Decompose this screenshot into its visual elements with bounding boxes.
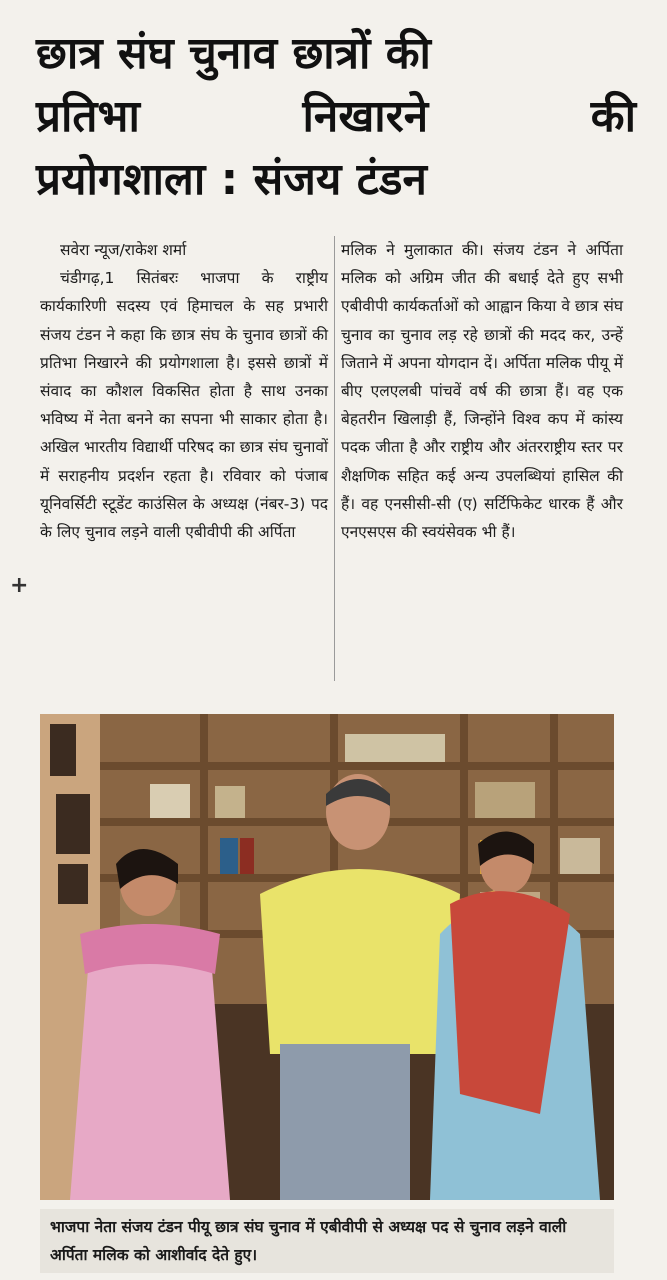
article-column-right [341,236,623,546]
wall-frame-2 [56,794,90,854]
margin-plus-mark: + [10,573,29,598]
photo-illustration [40,714,614,1200]
wall-frame-3 [58,864,88,904]
article-body-left: चंडीगढ़,1 सितंबरः भाजपा के राष्ट्रीय कार्यकारिणी सदस्य एवं हिमाचल के सह प्रभारी संजय टंडन ने कहा कि छात्र संघ के चुनाव छात्रों की प्रतिभा निखारने की प्रयोगशाला है। इससे छात्रों में संवाद का कौशल विकसित होता है साथ उनका भविष्य में नेता बनने का सपना भी साकार होता है। अखिल भारतीय विद्यार्थी परिषद का छात्र संघ चुनावों में सराहनीय प्रदर्शन रहता है। रविवार को पंजाब यूनिवर्सिटी स्टूडेंट काउंसिल के अध्यक्ष (नंबर-3) पद के लिए चुनाव लड़ने वाली एबीवीपी की अर्पिता [40,269,328,542]
wall-frame-1 [50,724,76,776]
headline-line-2-word-3: की [590,91,636,142]
headline-line-2-word-1: प्रतिभा [36,91,140,142]
article-column-left [40,236,328,546]
article-body-right: मलिक ने मुलाकात की। संजय टंडन ने अर्पिता मलिक को अग्रिम जीत की बधाई देते हुए सभी एबीवीपी कार्यकर्ताओं को आह्वान किया वे छात्र संघ चुनाव का चुनाव लड़ रहे छात्रों की मदद कर, उन्हें जिताने में अपना योगदान दें। अर्पिता मलिक पीयू में बीए एलएलबी पांचवें वर्ष की छात्रा हैं। वह एक बेहतरीन खिलाड़ी हैं, जिन्होंने विश्व कप में कांस्य पदक जीता है और राष्ट्रीय और अंतरराष्ट्रीय स्तर पर शैक्षणिक सहित कई अन्य उपलब्धियां हासिल की हैं। वह एनसीसी-सी (ए) सर्टिफिकेट धारक हैं और एनएसएस की स्वयंसेवक भी हैं। [341,241,623,542]
headline-line-1: छात्र संघ चुनाव छात्रों की [36,28,431,79]
headline-line-3: प्रयोगशाला : संजय टंडन [36,154,427,205]
headline [36,22,636,211]
photo-caption: भाजपा नेता संजय टंडन पीयू छात्र संघ चुनाव में एबीवीपी से अध्यक्ष पद से चुनाव लड़ने वाली अर्पिता मलिक को आशीर्वाद देते हुए। [40,1209,614,1273]
byline: सवेरा न्यूज/राकेश शर्मा [60,241,187,259]
headline-line-2 [36,85,636,148]
news-photo [40,714,614,1200]
column-divider [334,236,335,681]
headline-line-2-word-2: निखारने [302,91,429,142]
